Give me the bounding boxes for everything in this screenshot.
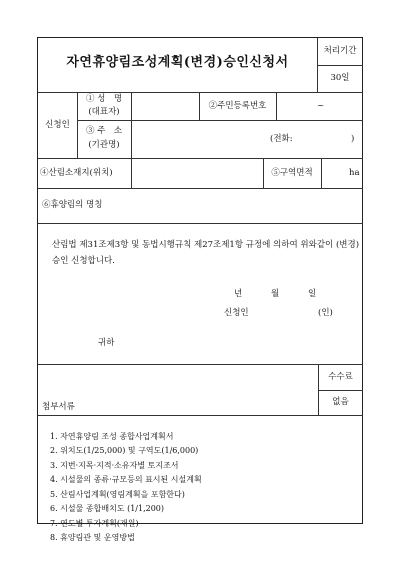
statement-text: 산림법 제31조제3항 및 동법시행규칙 제27조제1항 규정에 의하여 위와같이 (변경)승인 신청합니다. [52,240,360,266]
attachment-item: 6. 시설물 종합배치도 (1/1,200) [50,504,165,513]
col-divider [131,158,132,188]
application-form [37,37,363,542]
processing-period-label: 처리기간 [323,46,357,56]
col-divider [276,92,277,120]
row-divider [318,390,363,391]
col-divider [321,158,322,188]
resident-number-label: ②주민등록번호 [208,101,267,111]
row-divider [38,415,363,416]
addressee: 귀하 [98,338,115,348]
form-title: 자연휴양림조성계획(변경)승인신청서 [66,55,289,70]
row-divider [38,364,363,365]
attachments-label: 첨부서류 [42,402,75,412]
date-year: 년 [234,289,243,299]
fee-value: 없음 [332,397,349,407]
applicant-label: 신청인 [45,120,70,130]
resident-number-separator: ~ [317,101,325,111]
phone-close: ) [351,134,355,144]
date-day: 일 [308,289,317,299]
name-value-field[interactable] [132,94,198,118]
name-label: ① 성 명 [85,94,123,104]
attachment-item: 4. 시설물의 종류·규모등의 표시된 시설계획 [50,475,202,484]
attachment-item: 5. 산림사업계획(영림계획을 포함한다) [50,490,185,499]
row-divider [38,158,363,159]
attachment-item: 1. 자연휴양림 조성 종합사업계획서 [50,432,174,441]
row-divider [38,188,363,189]
forest-name-label: ⑥휴양림의 명칭 [42,200,103,210]
row-divider [77,120,363,121]
attachment-item: 2. 위치도(1/25,000) 및 구역도(1/6,000) [50,446,199,455]
phone-label: (전화: [270,134,293,144]
attachment-item: 7. 연도별 투자계획(재원) [50,519,139,528]
row-divider [38,92,363,93]
area-label: ⑤구역면적 [271,168,313,178]
institution-label: (기관명) [88,140,120,150]
row-divider [317,65,363,66]
fee-label: 수수료 [328,372,353,382]
processing-period-value: 30일 [330,73,350,83]
signer-label: 신청인 [224,308,249,318]
seal-mark: (인) [318,308,333,318]
forest-location-label: ④산림소재지(위치) [40,168,113,178]
attachment-item: 3. 지번·지목·지적·소유자별 토지조서 [50,461,179,470]
attachment-item: 8. 휴양림관 및 운영방법 [50,533,135,542]
address-label: ③ 주 소 [85,126,123,136]
representative-label: (대표자) [88,107,120,117]
date-month: 월 [271,289,280,299]
area-unit: ha [349,168,360,178]
row-divider [38,223,363,224]
